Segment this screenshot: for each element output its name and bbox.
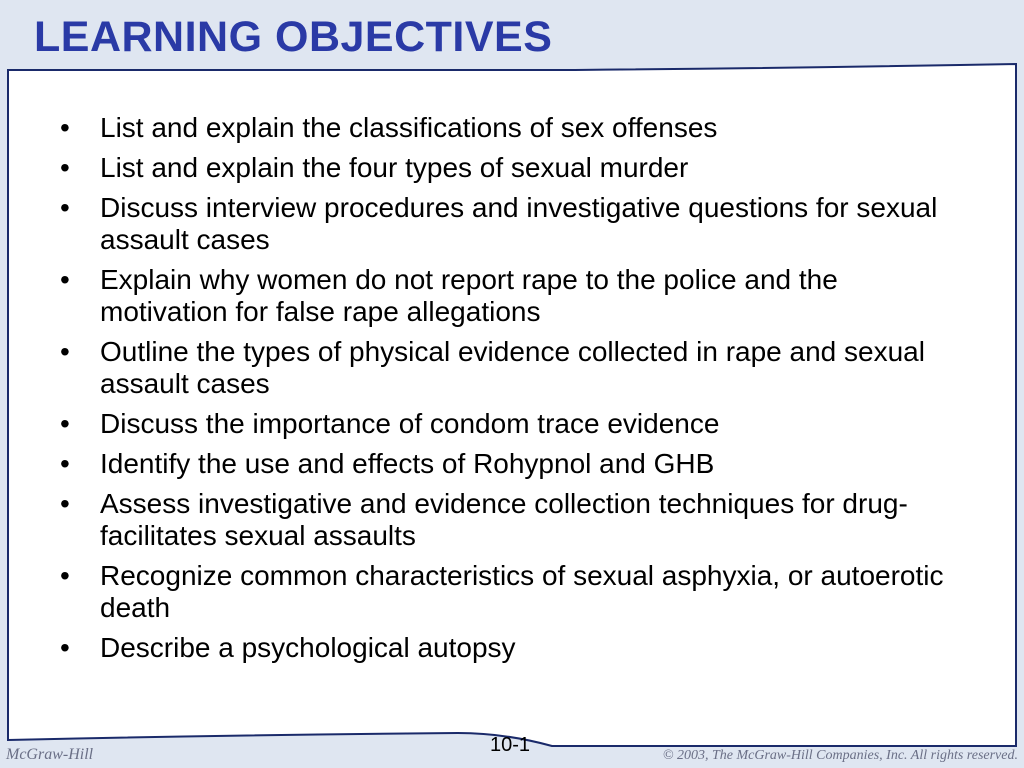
- objective-text: List and explain the classifications of sex offenses: [100, 112, 718, 143]
- objective-text: Discuss interview procedures and investigative questions for sexual assault cases: [100, 192, 938, 255]
- slide-title: LEARNING OBJECTIVES: [34, 13, 553, 61]
- objective-text: Recognize common characteristics of sexual asphyxia, or autoerotic death: [100, 560, 944, 623]
- list-item: [52, 112, 972, 144]
- list-item: [52, 408, 972, 440]
- objective-text: Identify the use and effects of Rohypnol and GHB: [100, 448, 715, 479]
- bullet-icon: •: [60, 448, 70, 479]
- list-item: [52, 448, 972, 480]
- bullet-icon: •: [60, 488, 70, 519]
- bullet-icon: •: [60, 152, 70, 183]
- objective-text: Outline the types of physical evidence collected in rape and sexual assault cases: [100, 336, 925, 399]
- objective-text: Assess investigative and evidence collection techniques for drug-facilitates sexual assaults: [100, 488, 908, 551]
- list-item: [52, 264, 972, 328]
- bullet-icon: •: [60, 336, 70, 367]
- list-item: [52, 632, 972, 664]
- list-item: [52, 192, 972, 256]
- objective-text: Explain why women do not report rape to the police and the motivation for false rape allegations: [100, 264, 838, 327]
- list-item: [52, 336, 972, 400]
- bullet-icon: •: [60, 264, 70, 295]
- list-item: [52, 560, 972, 624]
- bullet-icon: •: [60, 632, 70, 663]
- objective-text: Discuss the importance of condom trace evidence: [100, 408, 720, 439]
- bullet-icon: •: [60, 192, 70, 223]
- list-item: [52, 488, 972, 552]
- objective-text: List and explain the four types of sexual murder: [100, 152, 689, 183]
- slide-number: 10-1: [489, 734, 531, 756]
- bullet-icon: •: [60, 112, 70, 143]
- objectives-list: [52, 112, 972, 672]
- bullet-icon: •: [60, 560, 70, 591]
- publisher-logo-text: McGraw-Hill: [6, 746, 94, 763]
- bullet-icon: •: [60, 408, 70, 439]
- copyright-notice: © 2003, The McGraw-Hill Companies, Inc. All rights reserved.: [662, 748, 1018, 763]
- objective-text: Describe a psychological autopsy: [100, 632, 516, 663]
- list-item: [52, 152, 972, 184]
